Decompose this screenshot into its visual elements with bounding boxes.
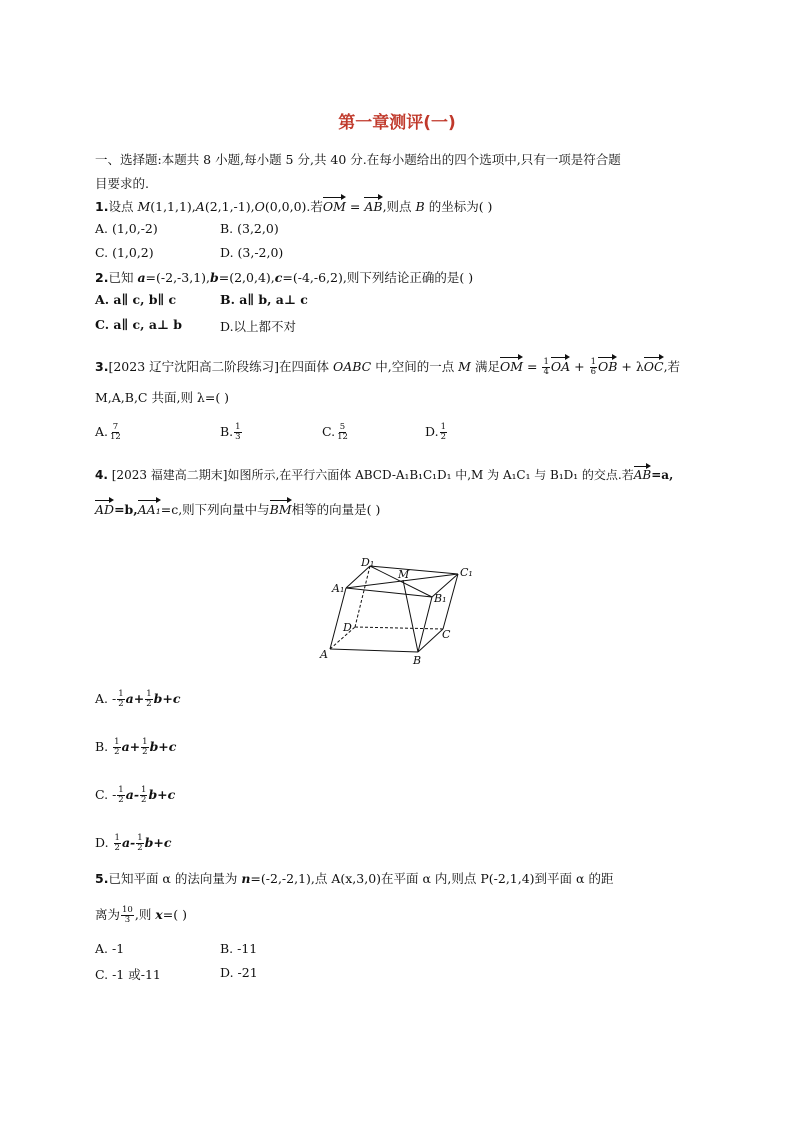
figure-label-m: M: [398, 568, 410, 581]
text: (1,1,1),: [150, 199, 196, 214]
parallelepiped-figure: [310, 555, 485, 667]
vector-label: OM: [323, 196, 346, 214]
text: 设点: [108, 199, 138, 214]
question-number: 5.: [95, 871, 109, 886]
text: ,若: [663, 359, 681, 374]
text: =: [523, 359, 542, 374]
question-number: 3.: [95, 359, 109, 374]
vector-label: OB: [598, 356, 617, 374]
figure-label-c: C: [442, 628, 451, 641]
q2-option-b[interactable]: B. a∥ b, a⊥ c: [220, 292, 308, 307]
q2-option-c[interactable]: C. a∥ c, a⊥ b: [95, 317, 183, 332]
q4-option-d[interactable]: D. $\frac{1}{2}$ a- $\frac{1}{2}$ b+c: [95, 833, 172, 853]
figure-label-c1: C₁: [460, 566, 473, 579]
text: =(2,0,4),: [218, 270, 275, 285]
figure-label-a1: A₁: [332, 582, 345, 595]
source-tag: [2023 辽宁沈阳高二阶段练习]: [108, 359, 279, 374]
q1-option-b[interactable]: B. (3,2,0): [220, 221, 279, 236]
point-label: O: [254, 199, 265, 214]
question-5-stem: [95, 869, 613, 887]
text: 已知平面 α 的法向量为: [108, 871, 242, 886]
text: (0,0,0).若: [264, 199, 323, 214]
vector-c: c: [274, 270, 283, 285]
point-label: B: [415, 199, 425, 214]
question-1-stem: [95, 196, 492, 215]
point-label: M: [458, 359, 471, 374]
q3-option-d[interactable]: D. $\frac{1}{2}$: [425, 422, 446, 442]
vector-label: AD: [95, 499, 114, 517]
text: =(-4,-6,2),则下列结论正确的是( ): [282, 270, 474, 285]
question-number: 2.: [95, 270, 109, 285]
q1-option-a[interactable]: A. (1,0,-2): [95, 221, 158, 236]
text: 的坐标为( ): [424, 199, 493, 214]
text: (2,1,-1),: [204, 199, 255, 214]
question-3-line2: M,A,B,C 共面,则 λ=( ): [95, 390, 230, 405]
vector-a: a: [137, 270, 146, 285]
text: 中,空间的一点: [371, 359, 459, 374]
vector-b: b: [210, 270, 219, 285]
text: 满足: [470, 359, 500, 374]
figure-label-a: A: [320, 648, 328, 661]
figure-label-d1: D₁: [361, 556, 375, 569]
figure-label-b1: B₁: [434, 592, 447, 605]
text: =(-2,-2,1),点 A(x,3,0)在平面 α 内,则点 P(-2,1,4)到平面 α 的距: [250, 871, 614, 886]
vector-label: OM: [500, 356, 523, 374]
text: =a,: [651, 468, 674, 482]
question-number: 4.: [95, 468, 108, 482]
text: ,则点: [382, 199, 416, 214]
q4-option-c[interactable]: C. - $\frac{1}{2}$ a- $\frac{1}{2}$ b+c: [95, 785, 176, 805]
q2-option-a[interactable]: A. a∥ c, b∥ c: [95, 292, 177, 307]
vector-label: AB: [364, 196, 382, 214]
section-instructions-line1: 一、选择题:本题共 8 小题,每小题 5 分,共 40 分.在每小题给出的四个选项中,只有一项是符合题: [95, 152, 621, 167]
point-label: A: [195, 199, 205, 214]
figure-label-d: D: [343, 621, 352, 634]
q1-option-d[interactable]: D. (3,-2,0): [220, 245, 284, 260]
q4-option-b[interactable]: B. $\frac{1}{2}$ a+ $\frac{1}{2}$ b+c: [95, 737, 177, 757]
point-label: OABC: [332, 359, 372, 374]
text: =c,则下列向量中与: [160, 502, 270, 517]
fraction: $\frac{1}{6}$: [590, 357, 596, 377]
text: +: [570, 359, 589, 374]
question-5-line2: 离为 $\frac{10}{3}$ ,则 x=( ): [95, 905, 187, 925]
text: =b,: [114, 502, 138, 517]
normal-vector: n: [241, 871, 251, 886]
page-title: 第一章测评(一): [338, 113, 456, 133]
vector-label: AB: [634, 465, 651, 482]
question-number: 1.: [95, 199, 109, 214]
q1-option-c[interactable]: C. (1,0,2): [95, 245, 154, 260]
q4-option-a[interactable]: A. - $\frac{1}{2}$ a+ $\frac{1}{2}$ b+c: [95, 689, 181, 709]
text: 已知: [108, 270, 138, 285]
question-2-stem: [95, 268, 473, 286]
question-3-stem: [95, 356, 680, 377]
question-4-stem: [95, 465, 673, 483]
q3-option-c[interactable]: C. $\frac{5}{12}$: [322, 422, 348, 442]
vector-label: BM: [270, 499, 292, 517]
fraction: $\frac{1}{4}$: [543, 357, 549, 377]
q5-option-d[interactable]: D. -21: [220, 965, 258, 980]
q5-option-c[interactable]: C. -1 或-11: [95, 967, 161, 982]
source-tag: [2023 福建高二期末]: [111, 468, 228, 482]
q3-option-a[interactable]: A. $\frac{7}{12}$: [95, 422, 121, 442]
vector-label: AA₁: [138, 499, 161, 517]
text: 如图所示,在平行六面体 ABCD-A₁B₁C₁D₁ 中,M 为 A₁C₁ 与 B₁D₁ 的交点.若: [227, 468, 634, 482]
text: =: [345, 199, 365, 214]
q5-option-a[interactable]: A. -1: [95, 941, 125, 956]
text: 相等的向量是( ): [291, 502, 381, 517]
text: 在四面体: [279, 359, 333, 374]
question-4-line2: [95, 499, 380, 518]
text: + λ: [617, 359, 644, 374]
figure-label-b: B: [413, 654, 422, 667]
section-instructions-line2: 目要求的.: [95, 176, 149, 191]
q2-option-d[interactable]: D.以上都不对: [220, 319, 297, 334]
text: =(-2,-3,1),: [145, 270, 210, 285]
point-label: M: [137, 199, 151, 214]
q5-option-b[interactable]: B. -11: [220, 941, 258, 956]
vector-label: OC: [644, 356, 664, 374]
q3-option-b[interactable]: B. $\frac{1}{3}$: [220, 422, 241, 442]
vector-label: OA: [551, 356, 570, 374]
